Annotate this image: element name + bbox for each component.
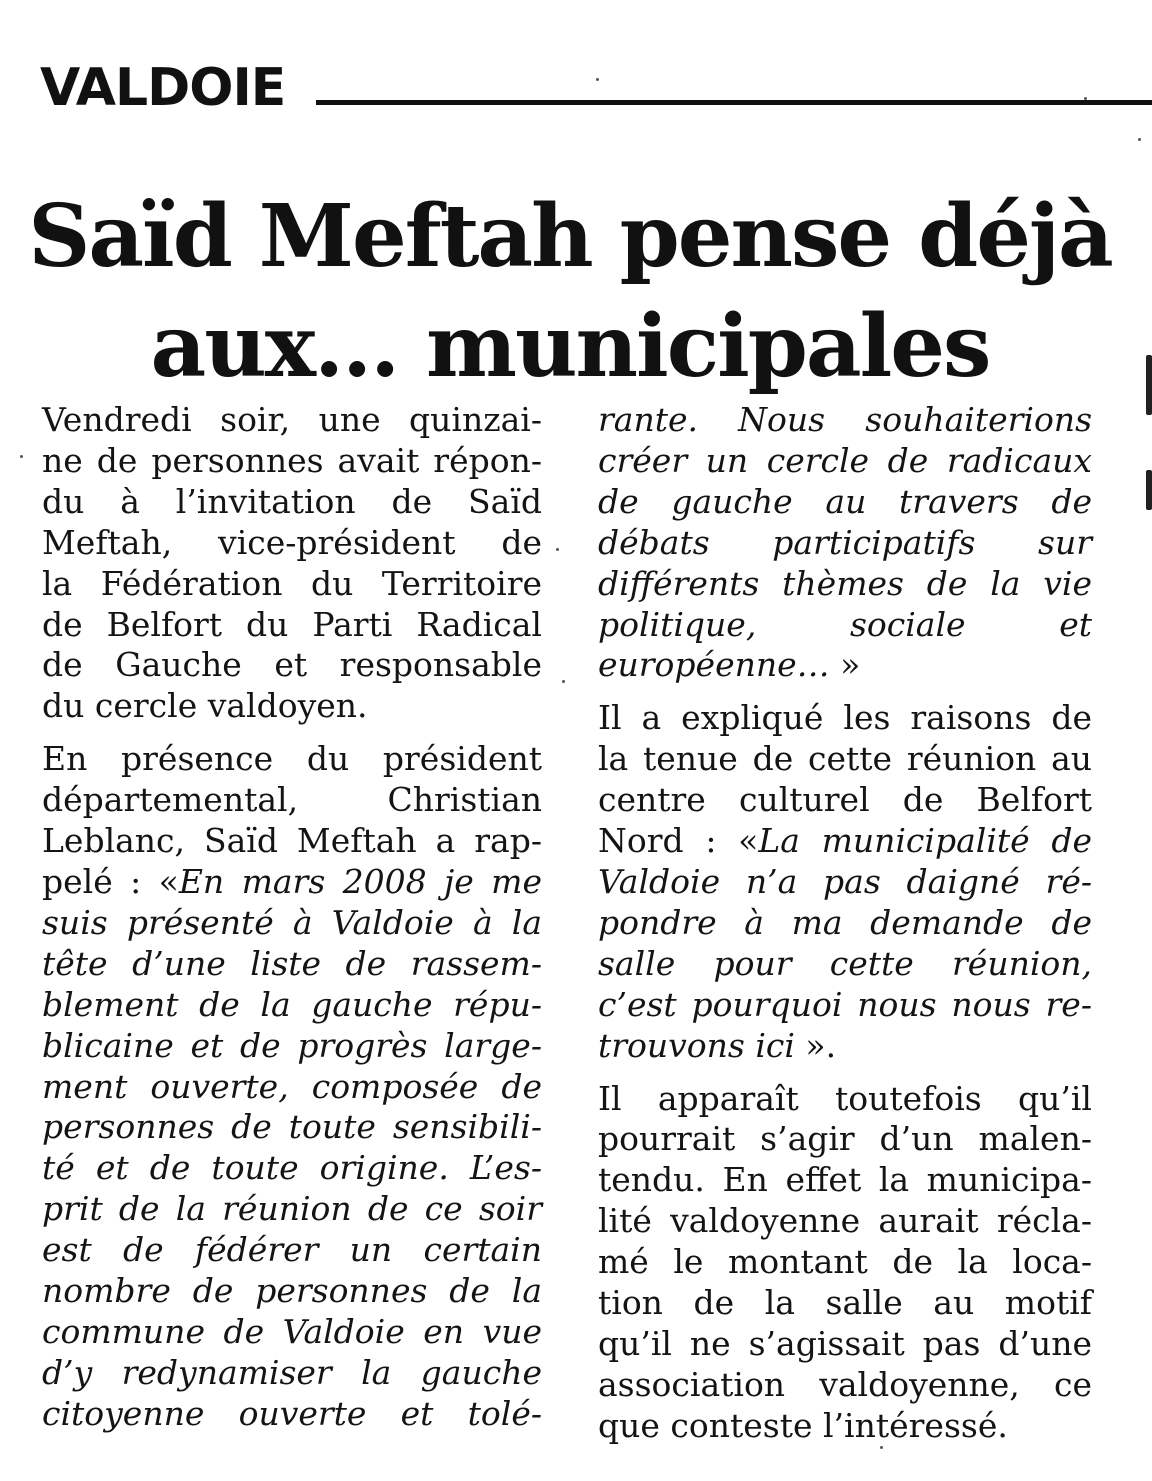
text-line: suis présenté à Valdoie à la xyxy=(42,902,542,942)
text-line: est de fédérer un certain xyxy=(42,1230,542,1270)
text-line: prit de la réunion de ce soir xyxy=(42,1189,542,1229)
text-italic: trouvons ici xyxy=(598,1025,795,1065)
text-line: rante. Nous souhaiterions xyxy=(598,400,1092,439)
text-roman: » xyxy=(829,645,861,685)
text-line: commune de Valdoie en vue xyxy=(42,1311,542,1351)
text-line: d’y redynamiser la gauche xyxy=(42,1352,542,1392)
text-line: pourrait s’agir d’un malen- xyxy=(598,1119,1092,1159)
text-line: la Fédération du Territoire xyxy=(42,563,542,603)
text-line: débats participatifs sur xyxy=(598,522,1092,562)
text-line: tion de la salle au motif xyxy=(598,1283,1092,1323)
text-line: la tenue de cette réunion au xyxy=(598,739,1092,779)
text-line: personnes de toute sensibili- xyxy=(42,1107,542,1147)
text-line: té et de toute origine. L’es- xyxy=(42,1148,542,1188)
text-italic: En mars 2008 je me xyxy=(178,861,543,901)
text-italic: européenne… xyxy=(598,645,830,685)
article-column-right xyxy=(598,400,1092,1447)
text-line: Il apparaît toutefois qu’il xyxy=(598,1078,1092,1118)
text-line: Vendredi soir, une quinzai- xyxy=(42,400,542,439)
paragraph-misunderstanding xyxy=(598,1079,1092,1447)
headline-line-1: Saïd Meftah pense déjà xyxy=(28,186,1112,287)
article-headline xyxy=(0,182,1140,402)
text-line: lité valdoyenne aurait récla- xyxy=(598,1201,1092,1241)
text-line: salle pour cette réunion, xyxy=(598,943,1092,983)
paragraph-quote-meftah xyxy=(42,739,542,1434)
scan-speck xyxy=(1138,138,1141,141)
paragraph-quote-continued xyxy=(598,400,1092,686)
text-line-mixed xyxy=(598,1026,1092,1067)
text-line-mixed xyxy=(42,862,542,903)
text-roman: ». xyxy=(794,1025,837,1065)
headline-line-2: aux… municipales xyxy=(150,296,990,397)
text-line-mixed xyxy=(598,821,1092,862)
scan-speck xyxy=(20,455,23,458)
text-line: blement de la gauche répu- xyxy=(42,984,542,1024)
scan-speck xyxy=(556,548,559,551)
text-line: Valdoie n’a pas daigné ré- xyxy=(598,861,1092,901)
scan-speck xyxy=(596,78,599,81)
text-italic: La municipalité de xyxy=(758,821,1092,861)
scan-speck xyxy=(562,680,565,683)
rubric-rule xyxy=(316,100,1152,105)
text-line: ment ouverte, composée de xyxy=(42,1066,542,1106)
text-roman: Nord : « xyxy=(598,821,759,861)
text-line: citoyenne ouverte et tolé- xyxy=(42,1393,542,1433)
text-line: blicaine et de progrès large- xyxy=(42,1025,542,1065)
scan-edge-mark xyxy=(1146,470,1152,510)
text-line: tendu. En effet la municipa- xyxy=(598,1160,1092,1200)
text-line: tête d’une liste de rassem- xyxy=(42,943,542,983)
text-line: c’est pourquoi nous nous re- xyxy=(598,984,1092,1024)
text-line: de Gauche et responsable xyxy=(42,645,542,685)
text-line: politique, sociale et xyxy=(598,604,1092,644)
scan-edge-mark xyxy=(1146,355,1152,415)
text-line: association valdoyenne, ce xyxy=(598,1364,1092,1404)
text-line: créer un cercle de radicaux xyxy=(598,440,1092,480)
text-line: départemental, Christian xyxy=(42,780,542,820)
paragraph-explanation xyxy=(598,698,1092,1066)
text-line: de Belfort du Parti Radical xyxy=(42,604,542,644)
text-line: de gauche au travers de xyxy=(598,481,1092,521)
text-line: nombre de personnes de la xyxy=(42,1271,542,1311)
section-rubric: VALDOIE xyxy=(40,58,286,118)
text-line: pondre à ma demande de xyxy=(598,902,1092,942)
text-line: Meftah, vice-président de xyxy=(42,522,542,562)
text-line-mixed xyxy=(598,645,1092,686)
text-line: du cercle valdoyen. xyxy=(42,686,368,726)
text-line: centre culturel de Belfort xyxy=(598,780,1092,820)
article-column-left xyxy=(42,400,542,1435)
scan-speck xyxy=(1084,97,1087,100)
text-line: Leblanc, Saïd Meftah a rap- xyxy=(42,821,542,861)
text-line: Il a expliqué les raisons de xyxy=(598,698,1092,738)
text-line: du à l’invitation de Saïd xyxy=(42,481,542,521)
text-line: qu’il ne s’agissait pas d’une xyxy=(598,1323,1092,1363)
text-line: mé le montant de la loca- xyxy=(598,1242,1092,1282)
text-roman: pelé : « xyxy=(42,861,179,901)
text-line: En présence du président xyxy=(42,739,542,779)
paragraph-intro xyxy=(42,400,542,727)
text-line: différents thèmes de la vie xyxy=(598,563,1092,603)
scan-speck xyxy=(880,1446,883,1449)
text-line: que conteste l’intéressé. xyxy=(598,1405,1008,1445)
text-line: ne de personnes avait répon- xyxy=(42,440,542,480)
